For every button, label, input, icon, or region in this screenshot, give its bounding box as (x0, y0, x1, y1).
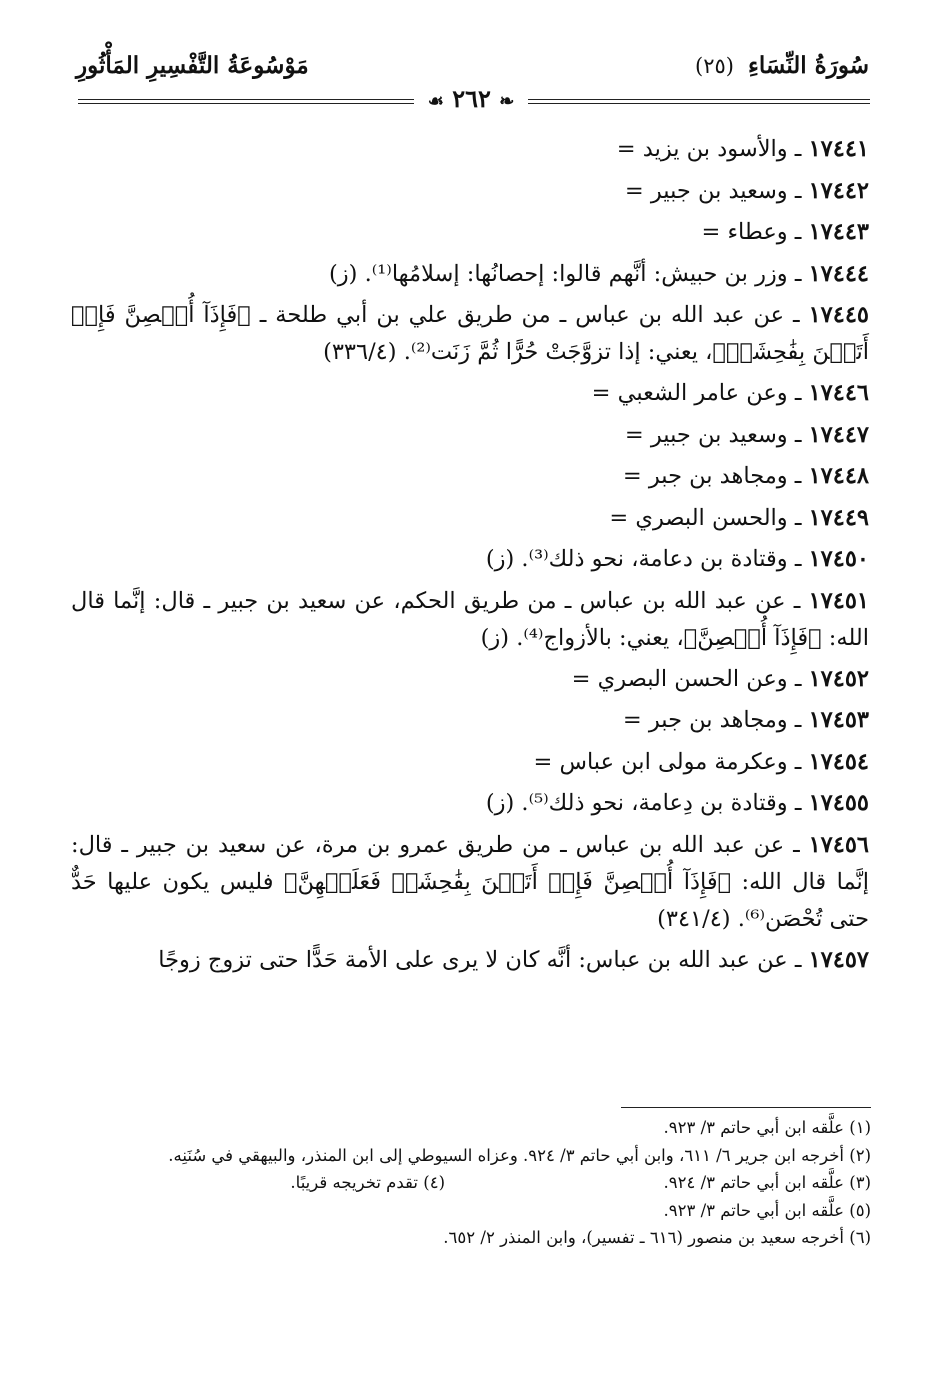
narration-text: ـ عن عبد الله بن عباس ـ من طريق علي بن أبي طلحة ـ ﴿فَإِذَآ أُحۡصِنَّ فَإِنۡ أَتَيۡنَ بِفَٰحِشَةٖ﴾، يعني: إذا تزوَّجَتْ حُرًّا ثُمَّ زَنَت⁽²⁾. (٣٣٦/٤) (71, 302, 869, 365)
footnote-separator (621, 1107, 871, 1108)
narration-number: ١٧٤٥٥ (808, 790, 869, 816)
header-rule-left (78, 99, 414, 104)
narration-text: ـ وقتادة بن دعامة، نحو ذلك⁽³⁾. (ز) (485, 546, 809, 572)
narration-entry (71, 456, 869, 498)
narration-number: ١٧٤٥٦ (808, 831, 869, 858)
narration-entry (71, 129, 869, 171)
narration-text: ـ وعطاء = (701, 219, 809, 245)
page-number: ٢٦٢ (452, 84, 491, 113)
footnote: (١) علَّقه ابن أبي حاتم ٣/ ٩٢٣. (663, 1118, 871, 1137)
narration-text: ـ عن عبد الله بن عباس ـ من طريق الحكم، عن سعيد بن جبير ـ قال: إنَّما قال الله: ﴿فَإِذَآ أُحۡصِنَّ﴾، يعني: بالأزواج⁽⁴⁾. (ز) (71, 587, 869, 651)
narration-number: ١٧٤٥٤ (808, 748, 869, 775)
narration-text: ـ والأسود بن يزيد = (616, 136, 809, 162)
narration-entry (71, 295, 869, 373)
narration-text: ـ وعكرمة مولى ابن عباس = (533, 748, 809, 775)
footnotes (75, 1114, 871, 1252)
narration-number: ١٧٤٥٣ (808, 707, 869, 733)
narration-text: ـ عن عبد الله بن عباس ـ من طريق عمرو بن مرة، عن سعيد بن جبير ـ قال: إنَّما قال الله: ﴿فَإِذَآ أُحۡصِنَّ فَإِنۡ أَتَيۡنَ بِفَٰحِشَةٖ فَعَلَيۡهِنَّ﴾ فليس يكون عليها حَدٌّ حتى تُحْصَن⁽⁶⁾. (٣٤١/٤) (71, 831, 869, 932)
footnote: (٥) علَّقه ابن أبي حاتم ٣/ ٩٢٣. (663, 1200, 871, 1220)
narration-number: ١٧٤٤١ (808, 136, 869, 162)
narration-number: ١٧٤٤٧ (808, 421, 869, 448)
narration-entry (71, 742, 869, 784)
narration-text: ـ وعن عامر الشعبي = (591, 380, 809, 406)
surah-verse: (٢٥) (695, 54, 734, 78)
surah-header (695, 52, 869, 79)
narration-text: ـ وزر بن حبيش: أنَّهم قالوا: إحصانُها: إسلامُها⁽¹⁾. (ز) (329, 260, 809, 287)
narration-number: ١٧٤٤٦ (808, 380, 869, 406)
narration-entry (71, 659, 869, 701)
narration-entry (71, 539, 869, 581)
footnote-row (75, 1169, 871, 1197)
narration-number: ١٧٤٤٩ (808, 504, 869, 531)
footnote: (٣) علَّقه ابن أبي حاتم ٣/ ٩٢٤. (663, 1173, 871, 1192)
narration-entry (71, 581, 869, 659)
narration-entry (71, 254, 869, 296)
narration-text: ـ وعن الحسن البصري = (571, 665, 809, 692)
narration-number: ١٧٤٥٧ (808, 946, 869, 973)
narration-number: ١٧٤٤٤ (808, 260, 869, 287)
footnote: (٢) أخرجه ابن جرير ٦/ ٦١١، وابن أبي حاتم ٣/ ٩٢٤. وعزاه السيوطي إلى ابن المنذر، والبيهقي في سُنَنِه. (168, 1145, 871, 1165)
narration-number: ١٧٤٤٢ (808, 177, 869, 204)
page-number-box (414, 84, 528, 113)
book-title: مَوْسُوعَةُ التَّفْسِيرِ المَأْثُورِ (76, 52, 309, 79)
narration-number: ١٧٤٤٨ (808, 463, 869, 489)
ornament-right-icon: ☙ (427, 91, 444, 112)
narration-number: ١٧٤٥٢ (808, 665, 869, 692)
footnote: (٦) أخرجه سعيد بن منصور (٦١٦ ـ تفسير)، وابن المنذر ٢/ ٦٥٢. (443, 1228, 871, 1247)
narration-number: ١٧٤٤٥ (808, 302, 869, 328)
narration-number: ١٧٤٤٣ (808, 219, 869, 245)
header-rule-right (528, 99, 870, 104)
narration-entry (71, 415, 869, 457)
narration-entry (71, 171, 869, 213)
narration-text: ـ ومجاهد بن جبر = (622, 463, 809, 489)
narration-number: ١٧٤٥١ (808, 587, 869, 614)
surah-title: سُورَةُ النِّسَاءِ (748, 52, 869, 79)
narration-entry (71, 212, 869, 254)
narration-entry (71, 783, 869, 825)
narration-text: ـ وسعيد بن جبير = (624, 421, 809, 448)
narration-entry (71, 825, 869, 940)
narration-entry (71, 940, 869, 982)
footnote: (٤) تقدم تخريجه قريبًا. (290, 1173, 445, 1192)
narration-text: ـ ومجاهد بن جبر = (622, 707, 809, 733)
narration-number: ١٧٤٥٠ (808, 546, 869, 572)
narration-text: ـ عن عبد الله بن عباس: أنَّه كان لا يرى على الأمة حَدًّا حتى تزوج زوجًا (158, 946, 809, 973)
narration-text: ـ وسعيد بن جبير = (624, 177, 809, 204)
narration-text: ـ وقتادة بن دِعامة، نحو ذلك⁽⁵⁾. (ز) (485, 790, 809, 816)
narration-entry (71, 700, 869, 742)
ornament-left-icon: ❧ (499, 91, 515, 112)
narration-text: ـ والحسن البصري = (609, 504, 809, 531)
narration-entry (71, 498, 869, 540)
narration-entry (71, 373, 869, 415)
narrations-body (71, 129, 869, 981)
